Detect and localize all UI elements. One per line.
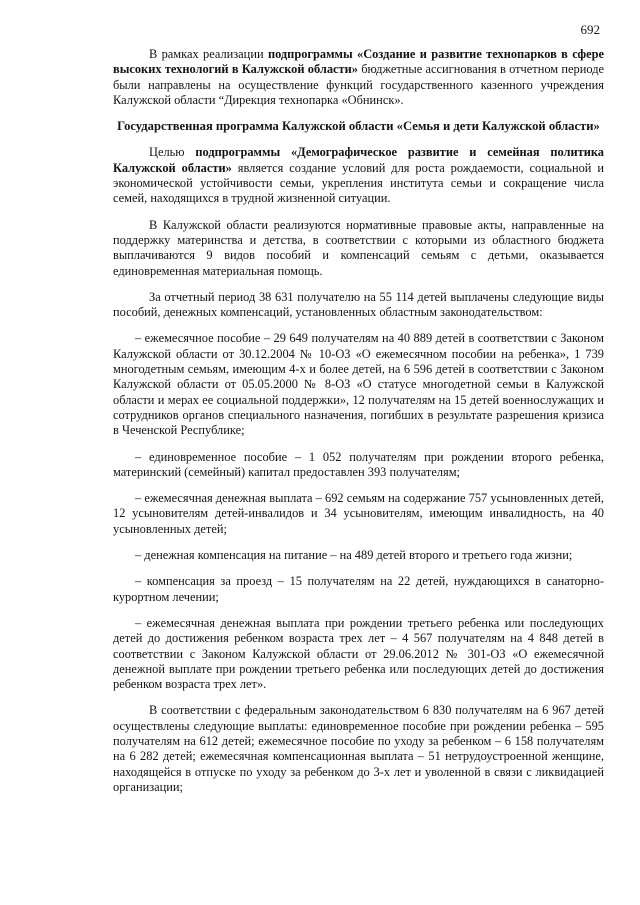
section-heading: Государственная программа Калужской области «Семья и дети Калужской области» <box>117 119 600 134</box>
paragraph-technoparks <box>113 47 604 108</box>
paragraph-regulations: В Калужской области реализуются нормативные правовые акты, направленные на поддержку материнства и детства, в соответствии с которыми из областного бюджета выплачиваются 9 видов пособий и компенсаций семьям с детьми, оказывается единовременная материальная помощь. <box>113 217 604 278</box>
paragraph-text: В рамках реализации <box>149 47 268 61</box>
list-item-monthly-allowance: – ежемесячное пособие – 29 649 получателям на 40 889 детей в соответствии с Законом Калужской области от 30.12.2004 № 10-ОЗ «О ежемесячном пособии на ребенка», 1 739 многодетным семьям, имеющим 4-х и более детей, на 6 596 детей в соответствии с Законом Калужской области от 05.05.2000 № 8-ОЗ «О статусе многодетной семьи в Калужской области и мерах ее социальной поддержки», 12 получателям на 15 детей военнослужащих и сотрудников органов специального назначения, погибших в результате разрешения кризиса в Чеченской Республике; <box>113 331 604 438</box>
list-item-third-child-payment: – ежемесячная денежная выплата при рождении третьего ребенка или последующих детей до достижения ребенком возраста трех лет – 4 567 получателям на 4 848 детей в соответствии с Законом Калужской области от 29.06.2012 № 301-ОЗ «О ежемесячной денежной выплате при рождении третьего ребенка или последующих детей до достижения ребенком возраста трех лет». <box>113 615 604 692</box>
list-item-adoption-payment: – ежемесячная денежная выплата – 692 семьям на содержание 757 усыновленных детей, 12 усыновителям детей-инвалидов и 34 усыновителям, имеющим инвалидность, на 40 усыновленных детей; <box>113 491 604 536</box>
list-item-lump-sum: – единовременное пособие – 1 052 получателям при рождении второго ребенка, материнский (семейный) капитал предоставлен 393 получателям; <box>113 449 604 479</box>
list-item-travel-compensation: – компенсация за проезд – 15 получателям на 22 детей, нуждающихся в санаторно-курортном лечении; <box>113 574 604 604</box>
document-body <box>113 47 604 804</box>
subprogram-name-bold: подпрограммы «Создание и развитие технопарков в сфере высоких технологий в Калужской области» <box>113 47 604 77</box>
page-number: 692 <box>580 22 600 37</box>
list-item-food-compensation: – денежная компенсация на питание – на 489 детей второго и третьего года жизни; <box>135 548 573 563</box>
paragraph-text: бюджетные ассигнования в отчетном периоде были направлены на осуществление функций государственного казенного учреждения Калужской области “Дирекция технопарка «Обнинск». <box>113 62 604 107</box>
subprogram-name-bold: подпрограммы «Демографическое развитие и семейная политика Калужской области» <box>113 145 604 175</box>
paragraph-text: Целью <box>149 145 196 160</box>
paragraph-reporting-period: За отчетный период 38 631 получателю на 55 114 детей выплачены следующие виды пособий, денежных компенсаций, установленных областным законодательством: <box>113 289 604 320</box>
paragraph-demography-goal <box>113 145 604 206</box>
paragraph-federal-payments: В соответствии с федеральным законодательством 6 830 получателям на 6 967 детей осуществлены следующие выплаты: единовременное пособие при рождении ребенка – 595 получателям на 612 детей; ежемесячное пособие по уходу за ребенком – 6 158 получателям на 6 282 детей; ежемесячная компенсационная выплата – 51 нетрудоустроенной женщине, находящейся в отпуске по уходу за ребенком до 3-х лет и уволенной в связи с ликвидацией организации; <box>113 703 604 794</box>
paragraph-text: является создание условий для роста рождаемости, социальной и экономической устойчивости семьи, укрепления института семьи и сокращение числа семей, находящихся в трудной жизненной ситуации. <box>113 160 604 206</box>
